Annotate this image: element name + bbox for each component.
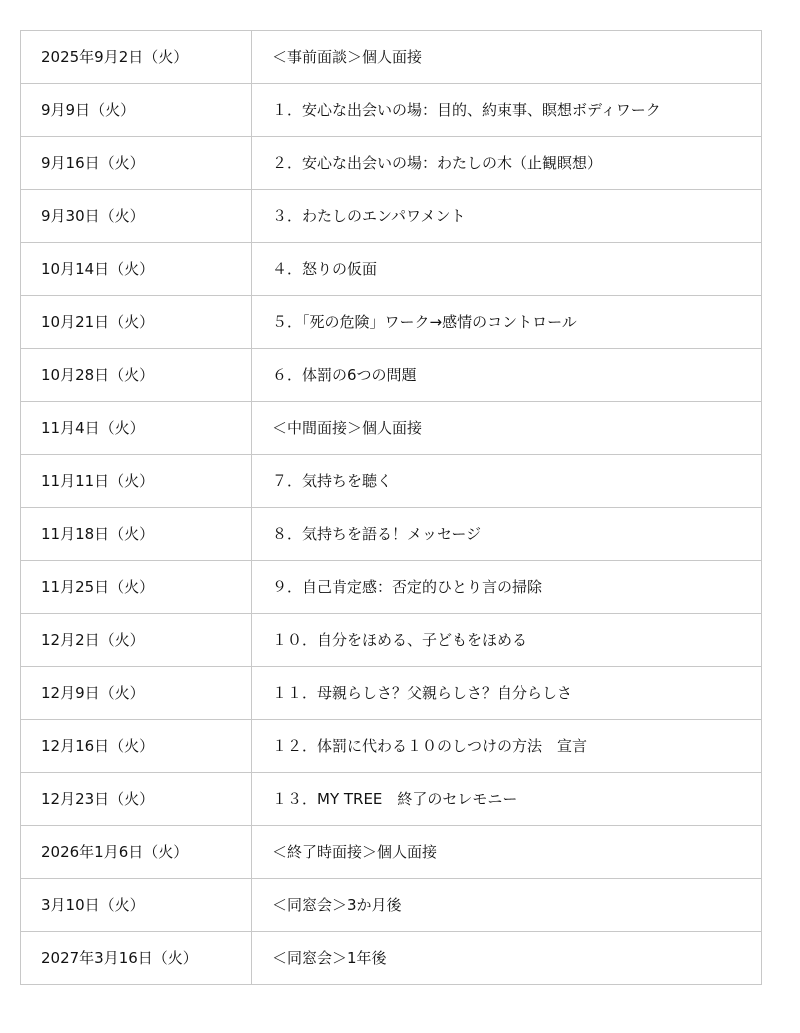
- session-content-cell: ５．「死の危険」ワーク→感情のコントロール: [252, 296, 762, 349]
- table-row: [21, 243, 762, 296]
- session-content-cell: ４．怒りの仮面: [252, 243, 762, 296]
- table-row: [21, 720, 762, 773]
- table-row: [21, 137, 762, 190]
- table-row: [21, 84, 762, 137]
- session-content-cell: ３．わたしのエンパワメント: [252, 190, 762, 243]
- session-date-cell: 11月25日（火）: [21, 561, 252, 614]
- session-content-cell: １２．体罰に代わる１０のしつけの方法 宣言: [252, 720, 762, 773]
- table-row: [21, 31, 762, 84]
- session-date-cell: 9月30日（火）: [21, 190, 252, 243]
- table-row: [21, 932, 762, 985]
- session-content-cell: ２．安心な出会いの場：わたしの木（止観瞑想）: [252, 137, 762, 190]
- session-date-cell: 2027年3月16日（火）: [21, 932, 252, 985]
- table-row: [21, 614, 762, 667]
- session-content-cell: ７．気持ちを聴く: [252, 455, 762, 508]
- session-date-cell: 10月14日（火）: [21, 243, 252, 296]
- session-date-cell: 3月10日（火）: [21, 879, 252, 932]
- table-row: [21, 826, 762, 879]
- session-content-cell: ＜同窓会＞3か月後: [252, 879, 762, 932]
- session-content-cell: ８．気持ちを語る！メッセージ: [252, 508, 762, 561]
- session-content-cell: ＜中間面接＞個人面接: [252, 402, 762, 455]
- session-date-cell: 2026年1月6日（火）: [21, 826, 252, 879]
- session-content-cell: ６．体罰の6つの問題: [252, 349, 762, 402]
- session-date-cell: 10月28日（火）: [21, 349, 252, 402]
- table-row: [21, 349, 762, 402]
- session-date-cell: 9月9日（火）: [21, 84, 252, 137]
- table-row: [21, 561, 762, 614]
- session-content-cell: １０．自分をほめる、子どもをほめる: [252, 614, 762, 667]
- table-row: [21, 190, 762, 243]
- session-content-cell: １．安心な出会いの場：目的、約束事、瞑想ボディワーク: [252, 84, 762, 137]
- table-row: [21, 455, 762, 508]
- session-date-cell: 12月9日（火）: [21, 667, 252, 720]
- table-row: [21, 508, 762, 561]
- session-date-cell: 11月4日（火）: [21, 402, 252, 455]
- table-row: [21, 402, 762, 455]
- session-date-cell: 10月21日（火）: [21, 296, 252, 349]
- session-content-cell: ９．自己肯定感：否定的ひとり言の掃除: [252, 561, 762, 614]
- session-date-cell: 12月2日（火）: [21, 614, 252, 667]
- session-content-cell: １３．MY TREE 終了のセレモニー: [252, 773, 762, 826]
- session-content-cell: ＜事前面談＞個人面接: [252, 31, 762, 84]
- session-date-cell: 11月18日（火）: [21, 508, 252, 561]
- table-row: [21, 773, 762, 826]
- table-row: [21, 667, 762, 720]
- session-content-cell: １１．母親らしさ？父親らしさ？自分らしさ: [252, 667, 762, 720]
- session-date-cell: 9月16日（火）: [21, 137, 252, 190]
- table-row: [21, 296, 762, 349]
- session-content-cell: ＜終了時面接＞個人面接: [252, 826, 762, 879]
- schedule-table-body: [21, 31, 762, 985]
- session-date-cell: 12月16日（火）: [21, 720, 252, 773]
- session-date-cell: 12月23日（火）: [21, 773, 252, 826]
- schedule-table: [20, 30, 762, 985]
- session-date-cell: 11月11日（火）: [21, 455, 252, 508]
- table-row: [21, 879, 762, 932]
- session-date-cell: 2025年9月2日（火）: [21, 31, 252, 84]
- session-content-cell: ＜同窓会＞1年後: [252, 932, 762, 985]
